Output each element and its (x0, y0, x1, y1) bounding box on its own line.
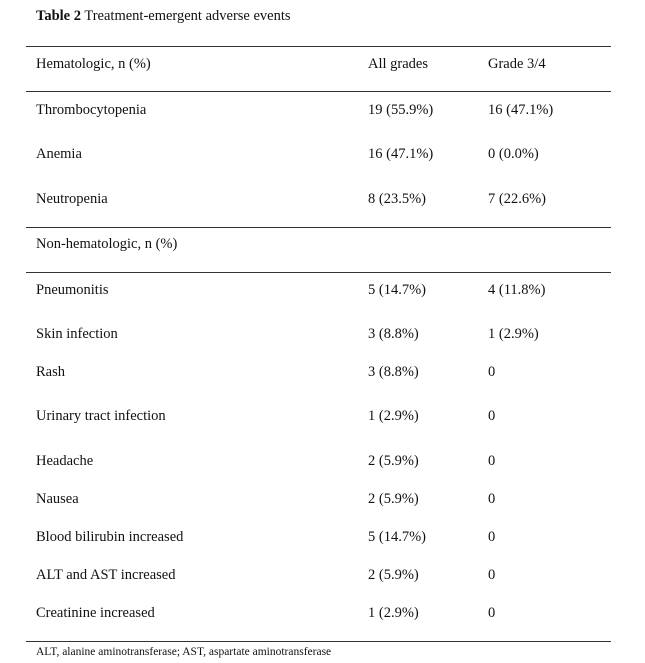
row-event: Anemia (36, 146, 82, 162)
row-all-grades: 2 (5.9%) (368, 453, 419, 469)
table-title: Treatment-emergent adverse events (84, 8, 291, 24)
row-all-grades: 8 (23.5%) (368, 191, 426, 207)
table-label: Table 2 (36, 8, 81, 24)
section-rule (26, 227, 611, 228)
row-all-grades: 16 (47.1%) (368, 146, 434, 162)
row-event: Headache (36, 453, 94, 469)
row-grade34: 4 (11.8%) (488, 282, 546, 298)
row-all-grades: 2 (5.9%) (368, 491, 419, 507)
row-grade34: 7 (22.6%) (488, 191, 546, 207)
row-all-grades: 5 (14.7%) (368, 282, 426, 298)
row-all-grades: 3 (8.8%) (368, 364, 419, 380)
row-event: Thrombocytopenia (36, 102, 147, 118)
row-grade34: 0 (488, 529, 496, 545)
header-grade34: Grade 3/4 (488, 56, 546, 72)
row-event: Pneumonitis (36, 282, 109, 298)
row-event: Neutropenia (36, 191, 108, 207)
row-all-grades: 1 (2.9%) (368, 605, 419, 621)
row-event: Rash (36, 364, 65, 380)
row-grade34: 0 (488, 605, 496, 621)
row-event: Skin infection (36, 326, 118, 342)
row-grade34: 0 (488, 364, 496, 380)
row-grade34: 16 (47.1%) (488, 102, 554, 118)
row-grade34: 0 (0.0%) (488, 146, 539, 162)
row-grade34: 0 (488, 567, 496, 583)
section-header-nonhematologic: Non-hematologic, n (%) (36, 236, 178, 252)
row-event: Urinary tract infection (36, 408, 166, 424)
row-all-grades: 5 (14.7%) (368, 529, 426, 545)
row-all-grades: 2 (5.9%) (368, 567, 419, 583)
top-rule (26, 46, 611, 47)
row-all-grades: 1 (2.9%) (368, 408, 419, 424)
header-rule (26, 91, 611, 92)
header-all-grades: All grades (368, 56, 428, 72)
header-category: Hematologic, n (%) (36, 56, 151, 72)
row-grade34: 0 (488, 453, 496, 469)
row-grade34: 1 (2.9%) (488, 326, 539, 342)
table-footnote: ALT, alanine aminotransferase; AST, aspartate aminotransferase (36, 646, 332, 658)
row-event: Creatinine increased (36, 605, 155, 621)
section-header-rule (26, 272, 611, 273)
table-caption (36, 8, 291, 25)
row-all-grades: 3 (8.8%) (368, 326, 419, 342)
bottom-rule (26, 641, 611, 642)
row-event: ALT and AST increased (36, 567, 176, 583)
row-grade34: 0 (488, 491, 496, 507)
row-event: Nausea (36, 491, 79, 507)
row-grade34: 0 (488, 408, 496, 424)
row-event: Blood bilirubin increased (36, 529, 184, 545)
row-all-grades: 19 (55.9%) (368, 102, 434, 118)
